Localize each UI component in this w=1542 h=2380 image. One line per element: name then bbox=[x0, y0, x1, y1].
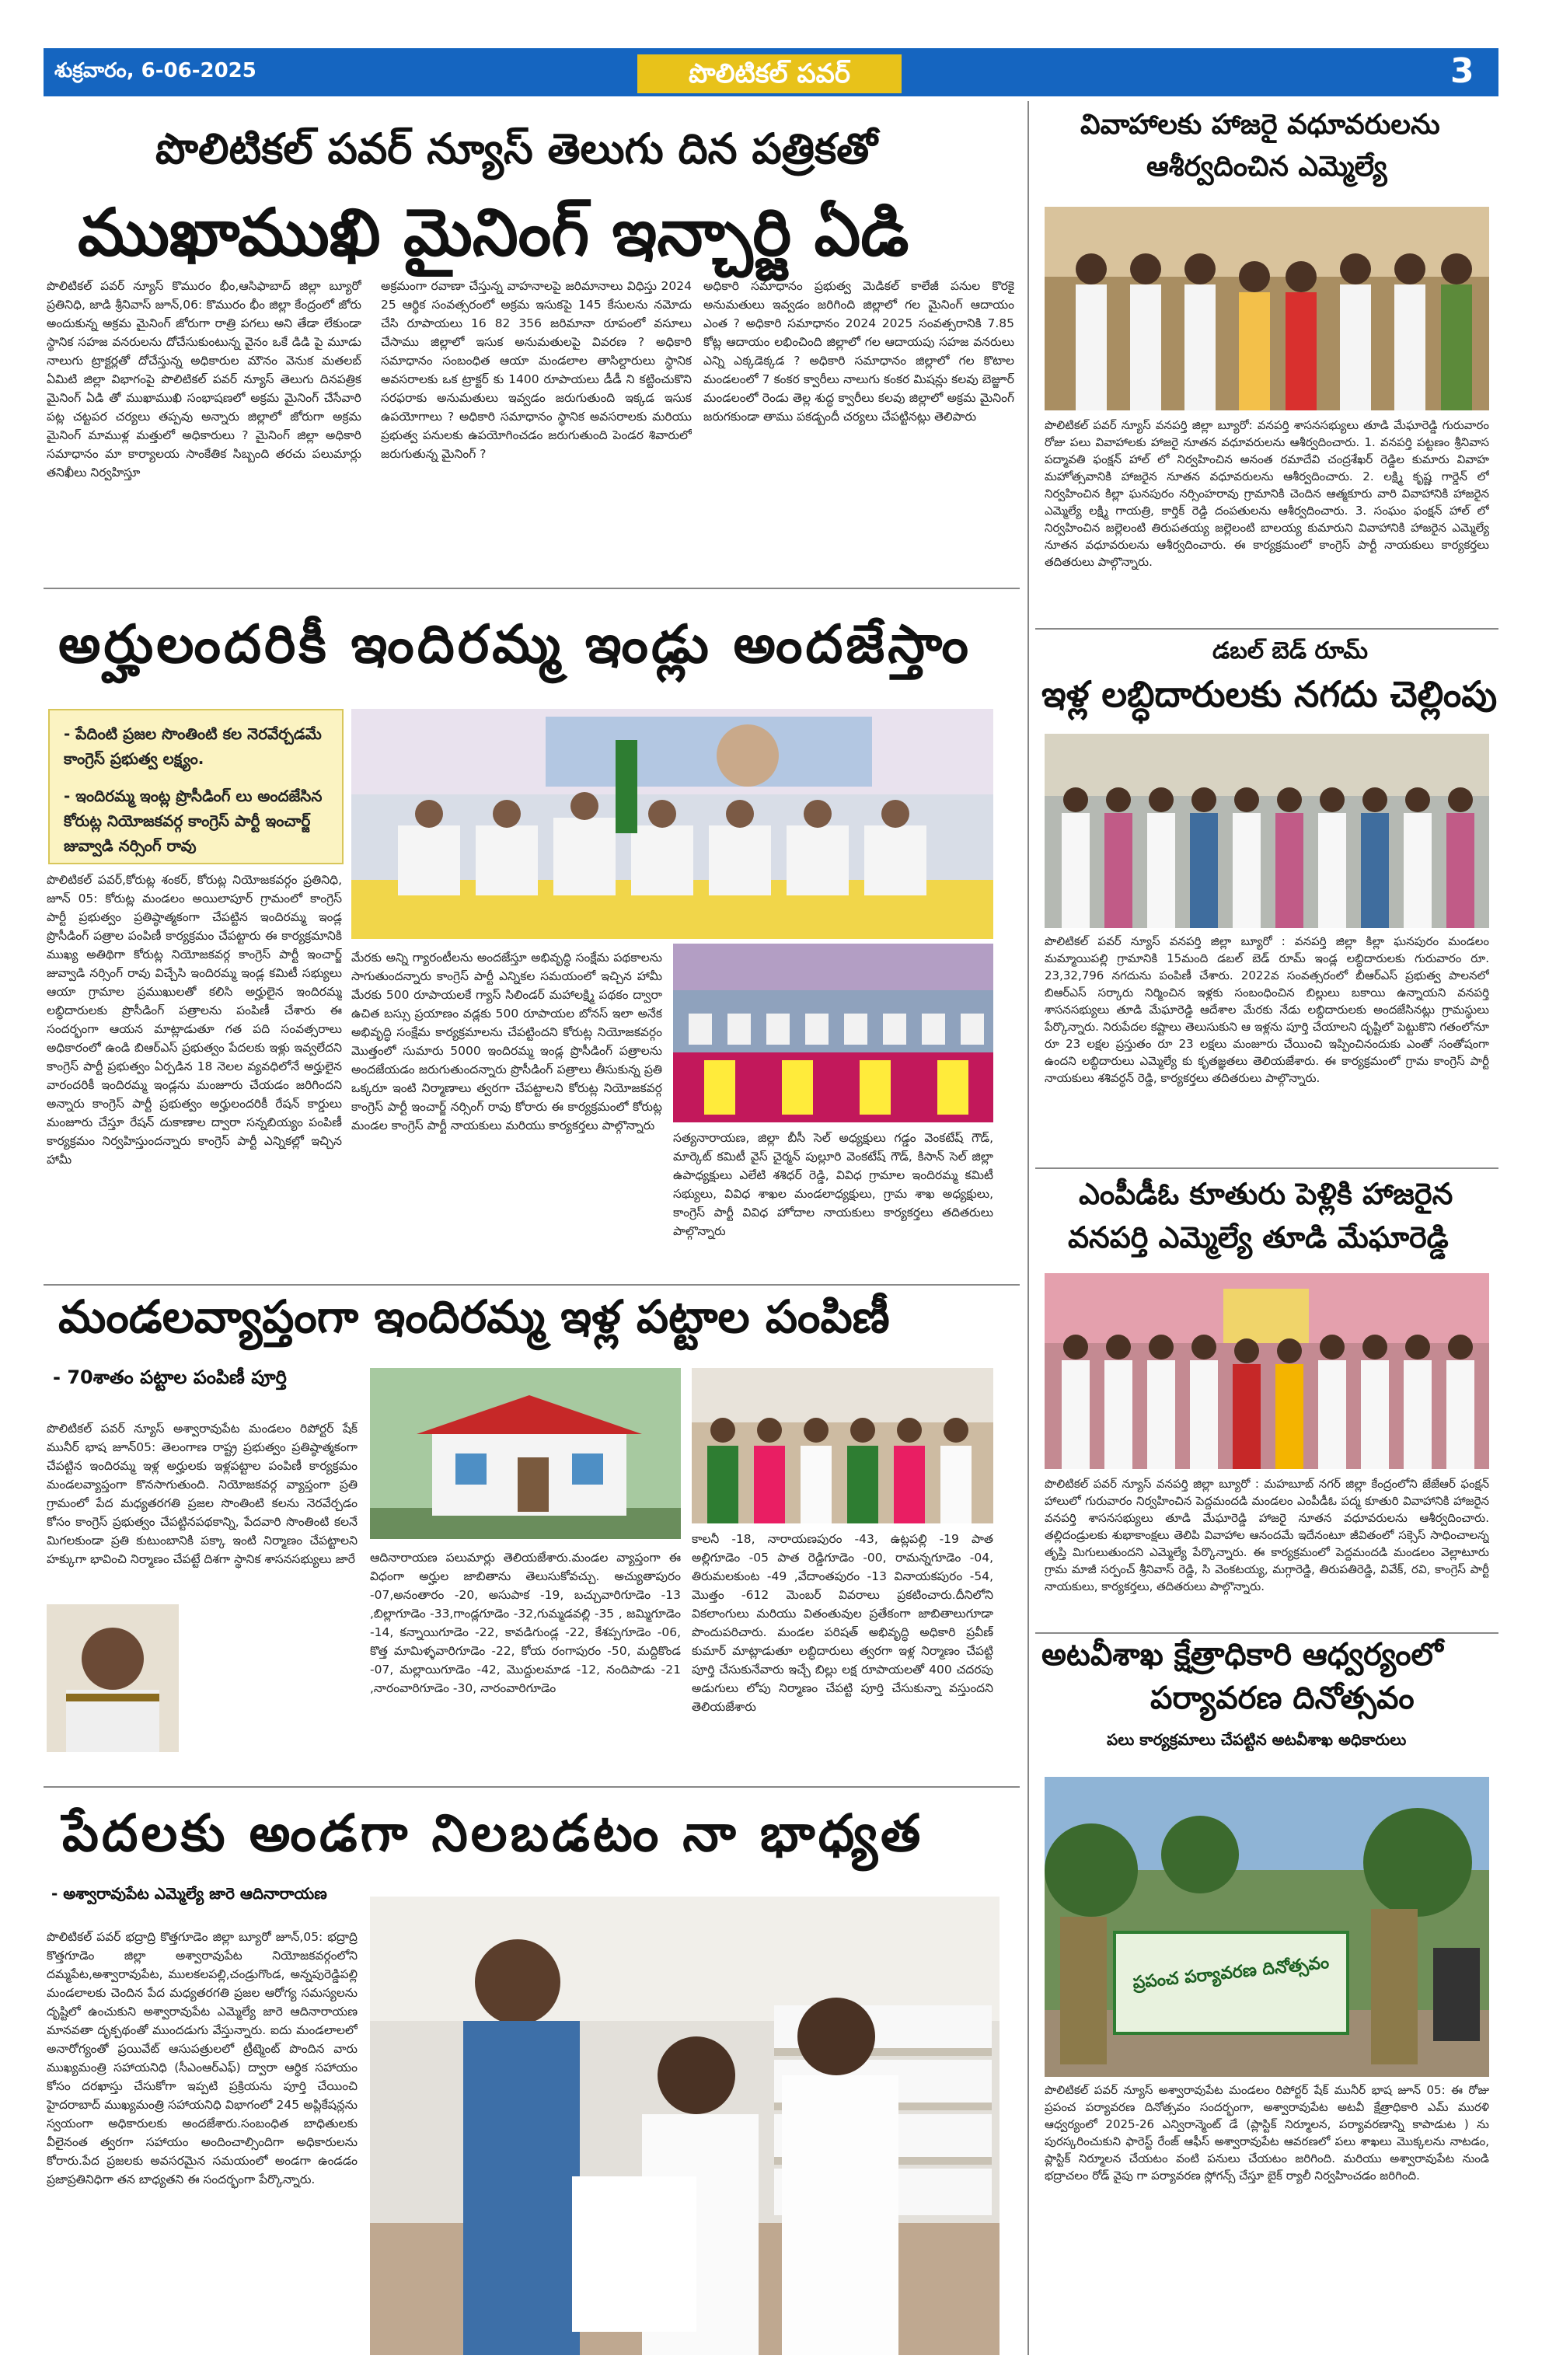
beneficiaries-group-photo bbox=[1045, 734, 1489, 928]
masthead-brand: పొలిటికల్ పవర్ bbox=[637, 54, 902, 93]
column-divider bbox=[1027, 101, 1029, 2355]
mpdo-wedding-photo bbox=[1045, 1273, 1489, 1469]
section-divider bbox=[44, 1284, 1020, 1286]
environment-day-headline-2: పర్యావరణ దినోత్సవం bbox=[1150, 1680, 1415, 1716]
main-headline-top: పొలిటికల్ పవర్ న్యూస్ తెలుగు దిన పత్రికతో bbox=[155, 124, 877, 173]
page-number: 3 bbox=[1450, 51, 1474, 91]
double-bedroom-caption: పొలిటికల్ పవర్ న్యూస్ వనపర్తి జిల్లా బ్యూరో : వనపర్తి జిల్లా కిల్లా ఘనపురం మండలం మమ్మాయిపల్లి గ్రామానికి 15మంది డబల్ బెడ్ రూమ్ ఇండ్ల లబ్ధిదారులకు గురువారం రూ. 23,32,796 నగదును పంపిణీ చేశారు. 2022వ సంవత్సరంలో బీఆర్ఎస్ ప్రభుత్వ పాలనలో బిఆర్ఎస్ సర్కారు నిర్మించిన ఇళ్లకు సంబంధించిన బిల్లులు బకాయి ఉన్నాయని వనపర్తి శాసనసభ్యులు తూడి మేఘారెడ్డి ఆదేశాల మేరకు నేడు లబ్ధిదారులకు అందజేసినట్లు గ్రామస్థులు పేర్కొన్నారు. నిరుపేదల కష్టాలు తెలుసుకుని ఆ ఇళ్లను పూర్తి చేయాలని దృష్టిలో పెట్టుకొని గతంలోనూ రూ 23 లక్షల ప్రస్తుతం రూ 23 లక్షలు మంజూరు చేయించి ఇప్పించినందుకు ఎంతో సంతోషంగా ఉందని లబ్ధిదారులు ఎమ్మెల్యే కు కృతజ్ఞతలు తెలియజేశారు. ఈ కార్యక్రమంలో గ్రామ కాంగ్రెస్ పార్టీ నాయకులు శశివర్ధన్ రెడ్డి, కార్యకర్తలు తదితరులు పాల్గొన్నారు. bbox=[1045, 934, 1489, 1085]
indiramma-beneficiaries-photo bbox=[673, 944, 993, 1122]
support-col1: పొలిటికల్ పవర్ భద్రాద్రి కొత్తగూడెం జిల్లా బ్యూరో జూన్,05: భద్రాద్రి కొత్తగూడెం జిల్లా అశ్వారావుపేట నియోజకవర్గంలోని దమ్మపేట,అశ్వారావుపేట, ములకలపల్లి,చండ్రుగొండ, అన్నపురెడ్డిపల్లి మండలాలకు చెందిన పేద మధ్యతరగతి ప్రజల ఆరోగ్య సమస్యలను దృష్టిలో ఉంచుకుని అశ్వారావుపేట ఎమ్మెల్యే జారె ఆదినారాయణ మానవతా దృక్పథంతో ముందడుగు వేస్తున్నారు. ఐదు మండలాలలో అనారోగ్యంతో ప్రయివేట్ ఆసుపత్రులలో ట్రీట్మెంట్ పొందిన వారు ముఖ్యమంత్రి సహాయనిధి (సీఎంఆర్ఎఫ్) ద్వారా ఆర్థిక సహాయం కోసం దరఖాస్తు చేసుకోగా ఇప్పటి ప్రక్రియను పూర్తి చేయించి హైదరాబాద్ ముఖ్యమంత్రి సహాయనిధి విభాగంలో 245 అప్లికేషన్లను స్వయంగా అధికారులకు అందజేశారు.సంబంధిత బాధితులకు వీలైనంత త్వరగా సహాయం అందించాల్సిందిగా అధికారులను కోరారు.పేద ప్రజలకు అవసరమైన సమయంలో అండగా ఉండడం ప్రజాప్రతినిధిగా తన బాధ్యతని ఈ సందర్భంగా పేర్కొన్నారు. bbox=[47, 1930, 358, 2186]
main-story-col2: అక్రమంగా రవాణా చేస్తున్న వాహనాలపై జరిమానాలు విధిస్తు 2024 25 ఆర్థిక సంవత్సరంలో అక్రమ ఇసుకపై 145 కేసులను నమోదు చేసి రూపాయలు 16 82 356 జరిమానా రూపంలో వసూలు చేసాము జిల్లాలో ఇసుక అనుమతులపై వివరణ ? అధికారి సమాధానం సంబంధిత ఆయా మండలాల తాసిల్దారులు స్థానిక అవసరాలకు ఒక ట్రాక్టర్ కు 1400 రూపాయలు డీడీ ని కట్టించుకొని సరఫరాకు అనుమతులు ఇవ్వడం జరుగుతుంది ఇక్కడ ఇసుక ఉపయోగాలు ? అధికారి సమాధానం స్థానిక అవసరాలకు మరియు ప్రభుత్వ పనులకు ఉపయోగించడం జరుగుతుంది పెండర శివారులో జరుగుతున్న మైనింగ్ ? bbox=[381, 279, 692, 461]
environment-day-subheadline: పలు కార్యక్రమాలు చేపట్టిన అటవీశాఖ అధికారులు bbox=[1107, 1730, 1407, 1749]
highlight-point-1: - పేదింటి ప్రజల సొంతింటి కల నెరవేర్చడమే కాంగ్రెస్ ప్రభుత్వ లక్ష్యం. bbox=[64, 724, 322, 768]
support-subheadline: - అశ్వారావుపేట ఎమ్మెల్యే జారె ఆదినారాయణ bbox=[51, 1884, 327, 1903]
mla-portrait-photo bbox=[47, 1604, 179, 1752]
section-divider bbox=[44, 588, 1020, 589]
patta-distribution-photo bbox=[692, 1368, 993, 1523]
main-headline: ముఖాముఖి మైనింగ్ ఇన్చార్జి ఏడి bbox=[78, 194, 909, 270]
mpdo-wedding-headline-2: వనపర్తి ఎమ్మెల్యే తూడి మేఘారెడ్డి bbox=[1068, 1220, 1449, 1255]
mpdo-wedding-headline-1: ఎంపీడీఓ కూతురు పెళ్లికి హాజరైన bbox=[1079, 1177, 1453, 1211]
indiramma-col3: సత్యనారాయణ, జిల్లా బీసీ సెల్ అధ్యక్షులు గడ్డం వెంకటేష్ గౌడ్, మార్కెట్ కమిటీ వైస్ చైర్మన్ పుల్లూరి వెంకటేష్ గౌడ్, కిసాన్ సెల్ జిల్లా ఉపాధ్యక్షులు ఎలేటి శశిధర్ రెడ్డి, వివిధ గ్రామాల ఇందిరమ్మ కమిటీ సభ్యులు, వివిధ శాఖల మండలాధ్యక్షులు, గ్రామ శాఖ అధ్యక్షులు, కాంగ్రెస్ పార్టీ వివిధ హోదాల నాయకులు కార్యకర్తలు తదితరులు పాల్గొన్నారు bbox=[673, 1131, 993, 1238]
issue-date: శుక్రవారం, 6-06-2025 bbox=[54, 59, 256, 82]
environment-day-caption: పొలిటికల్ పవర్ న్యూస్ అశ్వారావుపేట మండలం రిపోర్టర్ షేక్ మునీర్ భాష జూన్ 05: ఈ రోజు ప్రపంచ పర్యావరణ దినోత్సవం సందర్భంగా, అశ్వారావుపేట అటవీ క్షేత్రాధికారి ఎమ్ మురళి ఆధ్వర్యంలో 2025-26 ఎన్విరాన్మెంట్ డే (ప్లాస్టిక్ నిర్మూలన, పర్యావరణాన్ని కాపాడుట ) ను పురస్కరించుకుని ఫారెస్ట్ రేంజ్ ఆఫీస్ అశ్వారావుపేట ఆవరణలో పలు శాఖలు మొక్కలను నాటడం, ప్లాస్టిక్ నిర్మూలన చేయటం వంటి పనులు చేయటం జరిగింది. మరియు అశ్వారావుపేట నుండి భద్రాచలం రోడ్ వైపు గా పర్యావరణ స్లోగన్స్ చేస్తూ బైక్ ర్యాలీ నిర్వహించడం జరిగింది. bbox=[1045, 2083, 1489, 2183]
indiramma-headline: అర్హులందరికీ ఇందిరమ్మ ఇండ్లు అందజేస్తాం bbox=[58, 614, 972, 675]
highlights-box bbox=[48, 709, 344, 864]
double-bedroom-kicker: డబల్ బెడ్ రూమ్ bbox=[1212, 637, 1369, 665]
indiramma-col1: పొలిటికల్ పవర్,కోరుట్ల శంకర్, కోరుట్ల నియోజకవర్గం ప్రతినిధి, జూన్ 05: కోరుట్ల మండలం అయిలాపూర్ గ్రామంలో కాంగ్రెస్ పార్టీ ప్రభుత్వం ప్రతిష్ఠాత్మకంగా చేపట్టిన ఇందిరమ్మ ఇండ్ల ప్రొసీడింగ్ పత్రాల పంపిణీ కార్యక్రమం చేపట్టారు ఈ కార్యక్రమానికి ముఖ్య అతిథిగా కోరుట్ల నియోజకవర్గ కాంగ్రెస్ పార్టీ ఇంచార్జ్ జువ్వాడి నర్సింగ్ రావు విచ్చేసి ఇందిరమ్మ ఇండ్ల కమిటీ సభ్యులు ఆయా గ్రామాల ప్రముఖులతో కలిసి అర్హులైన ఇందిరమ్మ లబ్ధిదారులకు ప్రొసీడింగ్ పత్రాలను పంపిణీ చేశారు ఈ సందర్భంగా ఆయన మాట్లాడుతూ గత పది సంవత్సరాలు అధికారంలో ఉండి బిఆర్ఎస్ ప్రభుత్వం పేదలకు ఇళ్లు ఇవ్వలేదని కాంగ్రెస్ పార్టీ ప్రభుత్వం ఏర్పడిన 18 నెలల వ్యవధిలోనే అర్హులైన వారందరికీ ఇందిరమ్మ ఇండ్లను మంజూరు చేయడం జరిగిందని అన్నారు కాంగ్రెస్ పార్టీ ప్రభుత్వం అర్హులందరికీ రేషన్ కార్డులు మంజూరు చేస్తూ రేషన్ దుకాణాల ద్వారా సన్నబియ్యం పంపిణీ కార్యక్రమం నిర్వహిస్తుందన్నారు కాంగ్రెస్ పార్టీ ఎన్నికల్లో ఇచ్చిన హామీ bbox=[47, 873, 342, 1167]
patta-subheadline: - 70శాతం పట్టాల పంపిణీ పూర్తి bbox=[53, 1366, 287, 1388]
section-divider bbox=[1035, 628, 1498, 630]
patta-headline: మండలవ్యాప్తంగా ఇందిరమ్మ ఇళ్ల పట్టాల పంపిణీ bbox=[58, 1290, 890, 1343]
mpdo-wedding-caption: పొలిటికల్ పవర్ న్యూస్ వనపర్తి జిల్లా బ్యూరో : మహబూబ్ నగర్ జిల్లా కేంద్రంలోని జేజేఆర్ ఫంక్షన్ హాలులో గురువారం నిర్వహించిన పెద్దమందడి మండలం ఎంపీడీఓ పద్మ కూతురి వివాహానికి హాజరైన వనపర్తి శాసనసభ్యులు తూడి మేఘారెడ్డి హాజరై నూతన వధూవరులను ఆశీర్వదించారు. తల్లిదండ్రులకు శుభాకాంక్షలు తెలిపి వివాహాల ఆనందమే ఇదేనంటూ జీవితంలో సక్సెస్ సాధించాలన్న తృప్తి మిగులుతుందని ఎమ్మెల్యే పేర్కొన్నారు. ఈ కార్యక్రమంలో పెద్దమందడి మండలం వెల్లాటూరు గ్రామ మాజీ సర్పంచ్ శ్రీనివాస్ రెడ్డి, సి వెంకటయ్య, మగ్గారెడ్డి, తిరుపతిరెడ్డి, వివేక్, రవి, కాంగ్రెస్ పార్టీ నాయకులు, కార్యకర్తలు, తదితరులు పాల్గొన్నారు. bbox=[1045, 1477, 1489, 1593]
patta-col1-cont bbox=[190, 1604, 358, 1757]
section-divider bbox=[1035, 1167, 1498, 1169]
main-story-col1: పొలిటికల్ పవర్ న్యూస్ కొమురం భీం,ఆసిఫాబాద్ జిల్లా బ్యూరో ప్రతినిధి, జాడి శ్రీనివాస్ జూన్,06: కొమురం భీం జిల్లా కేంద్రంలో జోరు అందుకున్న అక్రమ మైనింగ్ జోరుగా రాత్రి పగలు అని తేడా లేకుండా స్థానిక సహజ వనరులను దోచేసుకుంటున్న వైనం ఒకే డిడి పై మూడు నాలుగు ట్రాక్టర్లతో దోచేస్తున్న అధికారుల మౌనం వెనుక మతలబ్ ఏమిటి జిల్లా విభాగంపై పొలిటికల్ పవర్ న్యూస్ తెలుగు దినపత్రిక మైనింగ్ ఏడి తో ముఖాముఖి సంభాషణలో అక్రమ మైనింగ్ చేసేవారి పట్ల చట్టపర చర్యలు తప్పవు అన్నారు జిల్లాలో జోరుగా అక్రమ మైనింగ్ మాముళ్ల మత్తులో అధికారులు ? మైనింగ్ జిల్లా అధికారి సమాధానం మా కార్యాలయ సాంకేతిక సిబ్బంది తరచు పలుమార్లు తనిఖీలు నిర్వహిస్తూ bbox=[47, 279, 361, 480]
cmrf-handover-photo bbox=[370, 1897, 1000, 2355]
patta-col1: పొలిటికల్ పవర్ న్యూస్ అశ్వారావుపేట మండలం రిపోర్టర్ షేక్ మునీర్ భాష జూన్05: తెలంగాణ రాష్ట్ర ప్రభుత్వం ప్రతిష్ఠాత్మకంగా చేపట్టిన ఇందిరమ్మ ఇళ్ల అర్హులకు ఇళ్లపట్టాల పంపిణీ కార్యక్రమం మండలవ్యాప్తంగా కొనసాగుతుంది. నియోజకవర్గ వ్యాప్తంగా ప్రతి గ్రామంలో పేద మధ్యతరగతి ప్రజల సొంతింటి కలను నెరవేర్చడం కోసం కాంగ్రెస్ ప్రభుత్వం చేపట్టినపథకాన్ని, పేదవారి సొంతింటి కలనే మిగలకుండా ప్రతి కుటుంబానికి పక్కా ఇంటి నిర్మాణం చేపట్టాలని హక్కుగా భావించి నిర్మాణం చేపట్టే దిశగా స్థానిక శాసనసభ్యులు జారే bbox=[47, 1422, 358, 1566]
house-model-photo bbox=[370, 1368, 681, 1539]
weddings-headline-2: ఆశీర్వదించిన ఎమ్మెల్యే bbox=[1146, 151, 1387, 183]
environment-rally-photo bbox=[1045, 1777, 1489, 2077]
highlight-point-2: - ఇందిరమ్మ ఇంట్ల ప్రొసీడింగ్ లు అందజేసిన కోరుట్ల నియోజకవర్గ కాంగ్రెస్ పార్టీ ఇంచార్జ్ జువ్వాడి నర్సింగ్ రావు bbox=[64, 787, 323, 855]
weddings-headline-1: వివాహాలకు హాజరై వధూవరులను bbox=[1080, 109, 1440, 141]
support-headline: పేదలకు అండగా నిలబడటం నా భాధ్యత bbox=[62, 1803, 924, 1863]
indiramma-col2: మేరకు అన్ని గ్యారంటీలను అందజేస్తూ అభివృద్ధి సంక్షేమ పథకాలను సాగుతుందన్నారు కాంగ్రెస్ పార్టీ ఎన్నికల సమయంలో ఇచ్చిన హామీ మేరకు 500 రూపాయలకే గ్యాస్ సిలిండర్ మహాలక్ష్మి పథకం ద్వారా ఉచిత బస్సు ప్రయాణం వడ్లకు 500 రూపాయల బోనస్ ఇలా అనేక అభివృద్ధి సంక్షేమ కార్యక్రమాలను చేపట్టిందని కోరుట్ల నియోజకవర్గం మొత్తంలో సుమారు 5000 ఇందిరమ్మ ఇండ్ల ప్రొసీడింగ్ పత్రాలను అందజేయడం జరుగుతుందన్నారు ప్రొసీడింగ్ పత్రాలు తీసుకున్న ప్రతి ఒక్కరూ ఇంటి నిర్మాణాలు త్వరగా చేపట్టాలని కోరుట్ల నియోజకవర్గ కాంగ్రెస్ పార్టీ ఇంచార్జ్ నర్సింగ్ రావు కోరారు ఈ కార్యక్రమంలో కోరుట్ల మండల కాంగ్రెస్ పార్టీ నాయకులు మరియు కార్యకర్తలు పాల్గొన్నారు bbox=[351, 951, 662, 1132]
environment-banner-text: ప్రపంచ పర్యావరణ దినోత్సవం bbox=[1132, 1953, 1331, 1994]
patta-col3: కాలనీ -18, నారాయణపురం -43, ఉట్లపల్లి -19 పాత అల్లిగూడెం -05 పాత రెడ్డిగూడెం -00, రామన్నగూడెం -04, తిరుమలకుంట -49 ,వేదాంతపురం -13 వినాయకపురం -54, మొత్తం -612 మెంబర్ వివరాలు ప్రకటించారు.దీనిలోని వికలాంగులు మరియు వితంతువుల ప్రతేకంగా జాబితాలుగూడా పొందుపరిచారు. మండల పరిషత్ అభివృద్ధి అధికారి ప్రవీణ్ కుమార్ మాట్లాడుతూ లబ్ధిదారులు త్వరగా ఇళ్ల నిర్మాణం చేపట్టి పూర్తి చేసుకునేవారు ఇచ్చే బిల్లు లక్ష రూపాయలతో 400 చదరపు అడుగులు లోపు నిర్మాణం చేపట్టి పూర్తి చేసుకున్నా వస్తుందని తెలియజేశారు bbox=[692, 1532, 993, 1714]
section-divider bbox=[44, 1786, 1020, 1788]
environment-day-headline-1: అటవీశాఖ క్షేత్రాధికారి ఆధ్వర్యంలో bbox=[1041, 1637, 1443, 1673]
indiramma-meeting-photo bbox=[351, 709, 993, 939]
section-divider bbox=[1035, 1632, 1498, 1634]
main-story-col3: అధికారి సమాధానం ప్రభుత్వ మెడికల్ కాలేజీ పనుల కొరకై అనుమతులు ఇవ్వడం జరిగింది జిల్లాలో గల మైనింగ్ ఆదాయం ఎంత ? అధికారి సమాధానం 2024 2025 సంవత్సరానికి 7.85 కోట్ల ఆదాయం లభించింది జిల్లాలో గల ఆదాయపు సహజ వనరులు ఎన్ని ఎక్కడెక్కడ ? అధికారి సమాధానం జిల్లాలో గల కొటాల మండలంలో 7 కంకర క్వారీలు నాలుగు కంకర మిషన్లు కలవు బెజ్జూర్ మండలంలో రెండు తెల్ల శుద్ధ క్వారీలు కలవు జిల్లాలో అక్రమ మైనింగ్ జరుగకుండా తాము పకడ్బందీ చర్యలు చేపట్టినట్లు తెలిపారు bbox=[703, 279, 1014, 424]
wedding-photo bbox=[1045, 207, 1489, 410]
patta-col2: ఆదినారాయణ పలుమార్లు తెలియజేశారు.మండల వ్యాప్తంగా ఈ విధంగా అర్హుల జాబితాను తెలుసుకోవచ్చు. అచ్యుతాపురం -07,అనంతారం -20, అసుపాక -19, బచ్చువారిగూడెం -13 ,బిల్లాగూడెం -33,గాండ్లగూడెం -32,గుమ్మడవల్లి -35 , జమ్మిగూడెం -14, కన్నాయిగూడెం -22, కావడిగుండ్ల -22, కేశప్పగూడెం -06, కొత్త మామిళ్ళవారిగూడెం -22, కోయ రంగాపురం -50, మద్దికొండ -07, మల్లాయిగూడెం -42, మొద్దులమాడ -12, నందిపాడు -21 ,నారంవారిగూడెం -30, నారంవారిగూడెం bbox=[370, 1551, 681, 1695]
double-bedroom-headline: ఇళ్ల లబ్ధిదారులకు నగదు చెల్లింపు bbox=[1041, 673, 1498, 715]
weddings-caption: పొలిటికల్ పవర్ న్యూస్ వనపర్తి జిల్లా బ్యూరో: వనపర్తి శాసనసభ్యులు తూడి మేఘారెడ్డి గురువారం రోజు పలు వివాహాలకు హాజరై నూతన వధూవరులను ఆశీర్వదించారు. 1. వనపర్తి పట్టణం శ్రీనివాస పద్మావతి ఫంక్షన్ హాల్ లో నిర్వహించిన అనంత రమాదేవి చంద్రశేఖర్ రెడ్డిల కుమారు వివాహ మహోత్సవానికి హాజరైన నూతన వధూవరులను ఆశీర్వదించారు. 2. లక్ష్మి కృష్ణ గార్డెన్ లో నిర్వహించిన కిల్లా ఘనపురం నర్సింహరావు గ్రామానికి చెందిన ఆత్మకూరు వారి వివాహానికి హాజరైన ఎమ్మెల్యే లక్ష్మి గాయత్రి, కార్తిక్ రెడ్డి దంపతులను ఆశీర్వదించారు. 3. సంఘం ఫంక్షన్ హాల్ లో నిర్వహించిన జల్లెలంటి తిరుపతయ్య జల్లెలంటి బాలయ్య కుమారుని వివాహానికి హాజరైన ఎమ్మెల్యే నూతన వధూవరులను ఆశీర్వదించారు. ఈ కార్యక్రమంలో కాంగ్రెస్ పార్టీ నాయకులు కార్యకర్తలు తదితరులు పాల్గొన్నారు. bbox=[1045, 418, 1489, 569]
